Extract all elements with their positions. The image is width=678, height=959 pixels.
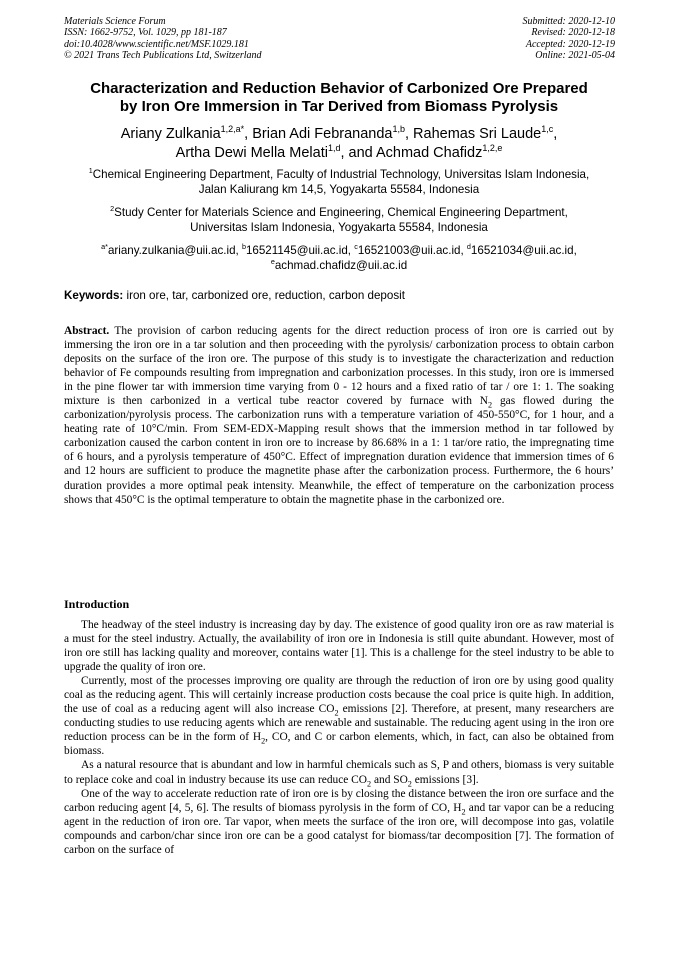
author-sep: , and: [340, 144, 376, 161]
date-accepted: Accepted: 2020-12-19: [525, 38, 615, 50]
email-link[interactable]: 16521145@uii.ac.id,: [245, 244, 355, 257]
date-online: Online: 2021-05-04: [535, 50, 615, 62]
title-line-2: by Iron Ore Immersion in Tar Derived from Biomass Pyrolysis: [119, 98, 559, 115]
intro-paragraph-1: The headway of the steel industry is increasing day by day. The existence of good quality iron ore as raw material is a must for the steel industry. Actually, the availability of iron ore in Indonesia is still quite abundant. However, most of iron ore still has lacking quality and moreover, contains water [1]. This is a challenge for the steel industry to be able to upgrade the quality of iron ore.: [64, 619, 614, 674]
affiliation-sup: 2: [110, 204, 115, 214]
subscript: 2: [334, 708, 339, 718]
email-link[interactable]: 16521034@uii.ac.id,: [470, 244, 577, 257]
author-sep: ,: [404, 126, 414, 142]
email-sup: b: [241, 242, 246, 252]
text-run: Currently, most of the processes improving ore quality are through the reduction of iron ore by using good quality coal as the reducing agent. This will certainly increase production costs because the coal price is quite high. In addition, the use of coal as a reducing agent will also increase CO: [64, 675, 614, 716]
text-run: emissions [2]. Therefore, at present, many researchers are conducting studies to use reducing agents which are renewable and sustainable. The reducing agent using in the iron ore reduction process can be in the form of H: [64, 703, 614, 744]
affiliation-1: [40, 167, 638, 197]
subscript: 2: [461, 806, 466, 816]
author-sup: 1,d: [327, 142, 341, 153]
author-list: [40, 125, 638, 162]
affiliation-1-line-2: Jalan Kaliurang km 14,5, Yogyakarta 55584, Indonesia: [198, 183, 480, 196]
affiliation-sup: 1: [88, 166, 93, 176]
author-sep: ,: [244, 126, 253, 142]
section-heading-introduction: Introduction: [64, 597, 130, 611]
intro-paragraph-2: [64, 674, 614, 758]
journal-header: [64, 16, 262, 62]
keywords-text: iron ore, tar, carbonized ore, reduction, carbon deposit: [123, 289, 405, 302]
affiliation-2-line-2: Universitas Islam Indonesia, Yogyakarta 55584, Indonesia: [190, 221, 488, 234]
journal-doi: doi:10.4028/www.scientific.net/MSF.1029.181: [64, 38, 249, 50]
journal-issn: ISSN: 1662-9752, Vol. 1029, pp 181-187: [64, 27, 227, 39]
subscript: 2: [367, 778, 372, 788]
author-emails: [40, 243, 638, 273]
author-sup: 1,2,a*: [220, 124, 245, 135]
date-submitted: Submitted: 2020-12-10: [522, 16, 615, 27]
text-run: and SO: [371, 773, 408, 786]
affiliation-2-line-1: [40, 205, 638, 220]
introduction-body: [64, 618, 614, 857]
abstract-paragraph: [64, 324, 614, 507]
text-run: One of the way to accelerate reduction rate of iron ore is by closing the distance between the iron ore surface and the carbon reducing agent [4, 5, 6]. The results of biomass pyrolysis in the form of CO, H: [64, 787, 614, 814]
email-sup: a*: [101, 242, 108, 252]
affiliation-text: Study Center for Materials Science and Engineering, Chemical Engineering Department,: [114, 206, 568, 219]
submission-dates: [523, 16, 616, 62]
author-name: Ariany Zulkania: [120, 126, 221, 142]
abstract-text: The provision of carbon reducing agents for the direct reduction process of iron ore is carried out by immersing the iron ore in a tar solution and then proceeding with the pyrolysis/ carbonization process to obtain carbon deposits on the surface of the iron ore. The purpose of this study is to investigate the characterization and reduction behavior of Fe compounds resulting from impregnation and carbonization processes. In this study, iron ore is immersed in the pine flower tar with immersion time varying from 0 - 12 hours and a fixed ratio of tar / ore 1: 1. The soaking mixture is then carbonized in a vertical tube reactor covered by furnace with N: [64, 325, 614, 408]
subscript: 2: [261, 736, 266, 746]
author-line-1: [40, 125, 638, 144]
subscript: 2: [488, 400, 493, 410]
author-line-2: [40, 144, 638, 163]
author-sup: 1,b: [392, 124, 405, 135]
author-sup: 1,c: [541, 124, 554, 135]
title-line-1: Characterization and Reduction Behavior of Carbonized Ore Prepared: [90, 80, 588, 97]
journal-name: Materials Science Forum: [64, 16, 166, 27]
emails-line-1: [40, 243, 638, 258]
keywords-label: Keywords:: [64, 289, 124, 302]
author-sep: ,: [553, 126, 558, 142]
author-name: Rahemas Sri Laude: [413, 126, 542, 142]
author-name: Brian Adi Febrananda: [252, 126, 393, 142]
abstract-label: Abstract.: [64, 325, 110, 337]
abstract: [64, 324, 614, 507]
text-run: As a natural resource that is abundant and low in harmful chemicals such as S, P and others, biomass is very suitable to replace coke and coal in industry because its use can reduce CO: [64, 759, 614, 786]
email-sup: c: [354, 242, 358, 252]
email-link[interactable]: achmad.chafidz@uii.ac.id: [274, 259, 408, 272]
intro-paragraph-3: [64, 758, 614, 786]
intro-paragraph-4: [64, 787, 614, 857]
subscript: 2: [407, 778, 412, 788]
paper-title: [40, 80, 638, 116]
affiliation-1-line-1: [40, 167, 638, 182]
author-name: Artha Dewi Mella Melati: [175, 144, 328, 161]
author-sup: 1,2,e: [482, 142, 503, 153]
emails-line-2: [40, 258, 638, 273]
abstract-text: gas flowed during the carbonization/pyrolysis process. The carbonization runs with a temperature variation of 450-550°C, for 1 hour, and a heating rate of 10°C/min. From SEM-EDX-Mapping result shows that the immersion method in tar followed by carbonization caused the carbon content in iron ore to increase by 86.68% in a 1: 1 tar/ore ratio, the impregnating time of 6 hours, and a pyrolysis temperature of 450°C. Effect of impregnation duration evidence that immersion times of 6 and 12 hours are sufficient to produce the magnetite phase after the carbonization process. Furthermore, the 6 hours’ duration provides a more optimal peak intensity. Meanwhile, the effect of temperature on the carbonization process shows that 450°C is the optimal temperature to obtain the magnetite phase in the carbonized ore.: [64, 395, 614, 506]
author-name: Achmad Chafidz: [375, 144, 483, 161]
text-run: and tar vapor can be a reducing agent in the reduction of iron ore. Tar vapor, when meets the surface of the iron ore, will decompose into gas, volatile compounds and carbon/char since iron ore can be a good catalyst for biomass/tar decomposition [7]. The formation of carbon on the surface of: [64, 801, 614, 856]
email-sup: d: [466, 242, 471, 252]
affiliation-2: [40, 205, 638, 235]
keywords: [64, 288, 624, 303]
text-run: , CO, and C or carbon elements, which, in fact, can also be obtained from biomass.: [64, 731, 614, 758]
email-link[interactable]: ariany.zulkania@uii.ac.id,: [107, 244, 242, 257]
affiliation-text: Chemical Engineering Department, Faculty of Industrial Technology, Universitas Islam Indonesia,: [92, 168, 590, 181]
email-sup: e: [270, 257, 275, 267]
journal-copyright: © 2021 Trans Tech Publications Ltd, Switzerland: [64, 50, 262, 62]
date-revised: Revised: 2020-12-18: [531, 27, 615, 39]
email-link[interactable]: 16521003@uii.ac.id,: [357, 244, 467, 257]
text-run: emissions [3].: [411, 773, 479, 786]
